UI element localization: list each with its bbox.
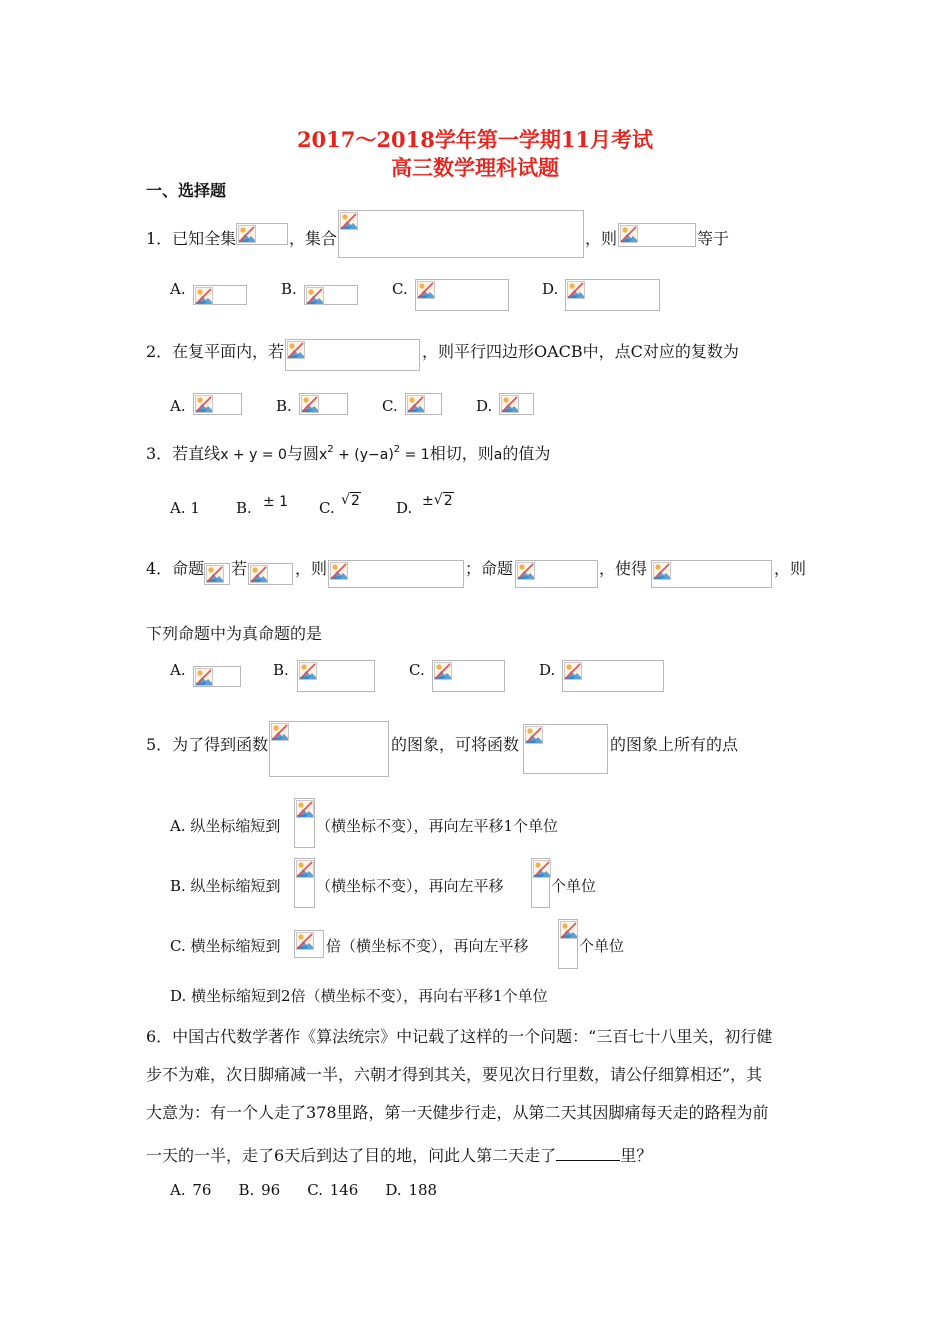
broken-image-icon	[287, 341, 305, 359]
exam-title-line1: 2017～2018学年第一学期11月考试	[296, 127, 654, 152]
q4-text-d: ；命题	[465, 559, 514, 578]
q5-text-c: 的图象上所有的点	[610, 735, 739, 754]
q3-option-c-label: C.	[319, 499, 335, 517]
q4-image-4	[651, 560, 772, 588]
broken-image-icon	[195, 668, 213, 686]
q2-option-d-image	[499, 393, 534, 415]
q5-option-b-image-1	[294, 858, 315, 908]
q4-option-b-image	[297, 660, 375, 692]
q1-option-b-image	[304, 285, 358, 305]
q5-text-a: 5．为了得到函数	[146, 735, 269, 754]
q1-option-a-image	[193, 285, 247, 305]
q4-option-a-image	[193, 666, 241, 687]
broken-image-icon	[620, 225, 638, 243]
q1-text-a: 1．已知全集	[146, 229, 237, 248]
q5-option-b-mid: （横坐标不变），再向左平移	[316, 877, 504, 895]
broken-image-icon	[271, 723, 289, 741]
q1-option-c-image	[415, 279, 509, 311]
q1-option-a-label: A.	[170, 280, 186, 298]
q5-option-a-image	[294, 798, 315, 848]
q4-option-b-label: B.	[273, 661, 289, 679]
q4-option-c-label: C.	[409, 661, 425, 679]
q1-image-2	[338, 210, 584, 258]
q4-text-f: ，则	[774, 559, 807, 578]
q1-text-d: 等于	[697, 229, 730, 248]
q6-line4: 一天的一半，走了6天后到达了目的地，问此人第二天走了 里？	[146, 1146, 653, 1165]
q4-image-3	[515, 560, 598, 588]
q1-text-c: ，则	[585, 229, 618, 248]
q5-option-c-pre: C. 横坐标缩短到	[170, 937, 281, 955]
broken-image-icon	[330, 562, 348, 580]
q5-option-c-post: 个单位	[579, 937, 625, 955]
q3-option-d-value: ± √ 2	[422, 492, 453, 509]
broken-image-icon	[567, 281, 585, 299]
q5-option-b-pre: B. 纵坐标缩短到	[170, 877, 281, 895]
q3-option-d-label: D.	[396, 499, 413, 517]
q5-image-2	[523, 724, 608, 774]
q2-option-b-image	[299, 393, 348, 415]
q1-text-b: ，集合	[289, 229, 338, 248]
q6-line3: 大意为：有一个人走了378里路，第一天健步行走，从第二天其因脚痛每天走的路程为前	[146, 1103, 769, 1122]
q1-option-b-label: B.	[281, 280, 297, 298]
q4-image-p	[204, 563, 230, 585]
q3-text: 3．若直线x + y = 0与圆$x^2 + (y-a)^2 = 1$相切，则a的值为	[146, 444, 551, 463]
q4-option-a-label: A.	[170, 661, 186, 679]
broken-image-icon	[533, 860, 551, 878]
q2-option-a-label: A.	[170, 397, 186, 415]
q4-text-b: 若	[231, 559, 248, 578]
broken-image-icon	[296, 860, 314, 878]
q1-option-d-image	[565, 279, 660, 311]
q5-option-a-post: （横坐标不变），再向左平移1个单位	[316, 817, 559, 835]
q3-option-c-value: √ 2	[341, 492, 360, 509]
broken-image-icon	[301, 395, 319, 413]
q4-option-c-image	[432, 660, 505, 692]
q2-text-a: 2．在复平面内，若	[146, 342, 285, 361]
broken-image-icon	[417, 281, 435, 299]
q3-option-a: A. 1	[170, 499, 200, 517]
q4-option-d-image	[562, 660, 664, 692]
broken-image-icon	[250, 565, 268, 583]
broken-image-icon	[564, 662, 582, 680]
q3-option-b-label: B.	[236, 499, 252, 517]
broken-image-icon	[195, 395, 213, 413]
q4-text-a: 4．命题	[146, 559, 205, 578]
q4-text-e: ，使得	[599, 559, 648, 578]
broken-image-icon	[517, 562, 535, 580]
q3-line-equation: x + y = 0	[220, 447, 287, 463]
broken-image-icon	[195, 287, 213, 305]
broken-image-icon	[525, 726, 543, 744]
q4-image-2	[328, 560, 464, 588]
q5-option-c-image-1	[294, 930, 324, 958]
answer-blank[interactable]	[556, 1146, 620, 1161]
q2-option-b-label: B.	[276, 397, 292, 415]
q5-option-d: D. 横坐标缩短到2倍（横坐标不变），再向右平移1个单位	[170, 987, 548, 1005]
q2-option-a-image	[193, 393, 242, 415]
q5-option-b-image-2	[531, 858, 550, 908]
q5-text-b: 的图象，可将函数	[391, 735, 520, 754]
q3-circle-equation: $x^2 + (y-a)^2 = 1$	[318, 444, 430, 463]
broken-image-icon	[340, 212, 358, 230]
exam-title-line2: 高三数学理科试题	[391, 155, 559, 180]
broken-image-icon	[501, 395, 519, 413]
q2-option-c-image	[405, 393, 442, 415]
q2-option-c-label: C.	[382, 397, 398, 415]
q6-line1: 6．中国古代数学著作《算法统宗》中记载了这样的一个问题：“三百七十八里关，初行健	[146, 1027, 773, 1046]
broken-image-icon	[306, 287, 324, 305]
q2-text-b: ，则平行四边形OACB中，点C对应的复数为	[422, 342, 739, 361]
section-heading: 一、选择题	[146, 181, 227, 200]
q4-image-1	[248, 563, 293, 585]
broken-image-icon	[407, 395, 425, 413]
q2-image-1	[285, 339, 420, 371]
q2-option-d-label: D.	[476, 397, 493, 415]
broken-image-icon	[434, 662, 452, 680]
broken-image-icon	[653, 562, 671, 580]
q6-line2: 步不为难，次日脚痛减一半，六朝才得到其关，要见次日行里数，请公仔细算相还”，其	[146, 1065, 763, 1084]
broken-image-icon	[238, 225, 256, 243]
broken-image-icon	[299, 662, 317, 680]
q5-option-c-image-2	[558, 919, 578, 969]
q6-options: A. 76 B. 96 C. 146 D. 188	[170, 1181, 438, 1199]
broken-image-icon	[560, 921, 578, 939]
q1-option-c-label: C.	[392, 280, 408, 298]
q4-text-line2: 下列命题中为真命题的是	[146, 624, 323, 643]
q4-option-d-label: D.	[539, 661, 556, 679]
q4-text-c: ，则	[295, 559, 328, 578]
q5-option-a-pre: A. 纵坐标缩短到	[170, 817, 281, 835]
broken-image-icon	[206, 565, 224, 583]
q1-option-d-label: D.	[542, 280, 559, 298]
broken-image-icon	[296, 800, 314, 818]
q5-image-1	[269, 721, 389, 777]
broken-image-icon	[296, 932, 314, 950]
q5-option-c-mid: 倍（横坐标不变），再向左平移	[326, 937, 529, 955]
q1-image-3	[618, 223, 696, 247]
q3-option-b-value: ± 1	[263, 494, 289, 510]
q3-variable-a: a	[493, 447, 503, 463]
q5-option-b-post: 个单位	[551, 877, 597, 895]
q1-image-1	[236, 223, 288, 245]
